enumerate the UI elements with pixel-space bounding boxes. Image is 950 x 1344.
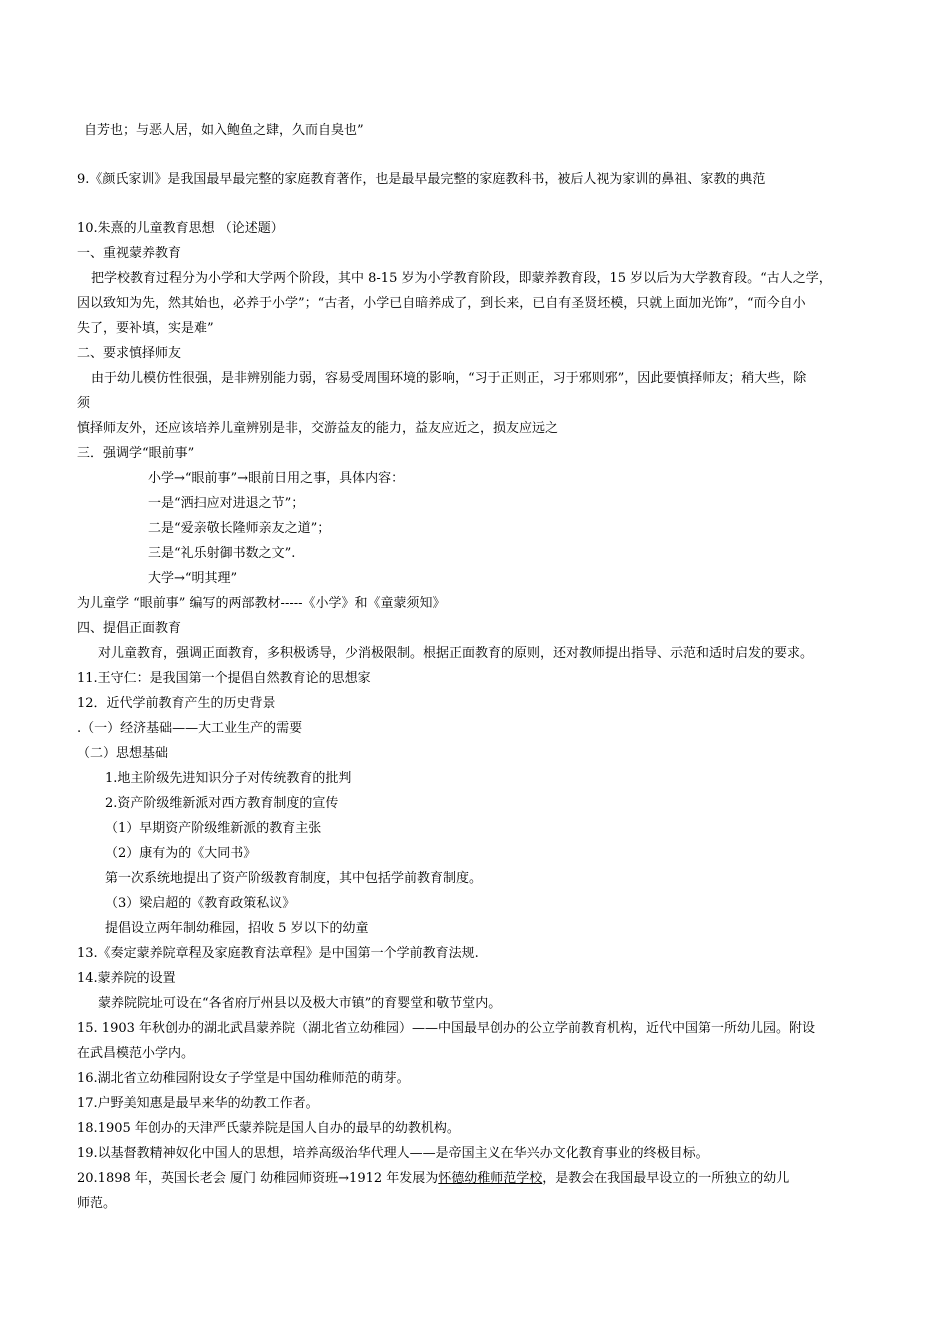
- text-line: （3）梁启超的《教育政策私议》: [105, 896, 296, 911]
- text-line: 在武昌模范小学内。: [77, 1046, 195, 1061]
- text-line: 19.以基督教精神奴化中国人的思想，培养高级治华代理人——是帝国主义在华兴办文化教育事业的终极目标。: [77, 1146, 709, 1161]
- text-line: 四、提倡正面教育: [77, 621, 182, 636]
- text-line: 为儿童学 “眼前事” 编写的两部教材-----《小学》和《童蒙须知》: [77, 596, 446, 611]
- item-20-text-a: 20.1898 年，英国长老会 厦门 幼稚园师资班→1912 年发展为: [77, 1171, 439, 1186]
- text-line: 提倡设立两年制幼稚园，招收 5 岁以下的幼童: [105, 921, 369, 936]
- text-line: 9.《颜氏家训》是我国最早最完整的家庭教育著作，也是最早最完整的家庭教科书，被后人视为家训的鼻祖、家教的典范: [77, 172, 766, 187]
- text-line: 2.资产阶级维新派对西方教育制度的宣传: [105, 796, 339, 811]
- text-line: 由于幼儿模仿性很强，是非辨别能力弱，容易受周围环境的影响，“习于正则正，习于邪则邪”，因此要慎择师友；稍大些，除: [91, 371, 807, 386]
- item-20-line: [77, 1171, 789, 1187]
- text-line: 17.户野美知惠是最早来华的幼教工作者。: [77, 1096, 319, 1111]
- text-line: 12．近代学前教育产生的历史背景: [77, 696, 276, 711]
- text-line: 18.1905 年创办的天津严氏蒙养院是国人自办的最早的幼教机构。: [77, 1121, 460, 1136]
- text-line: （1）早期资产阶级维新派的教育主张: [105, 821, 322, 836]
- text-line: 15. 1903 年秋创办的湖北武昌蒙养院（湖北省立幼稚园）——中国最早创办的公立学前教育机构，近代中国第一所幼儿园。附设: [77, 1021, 816, 1036]
- text-line: 对儿童教育，强调正面教育，多积极诱导，少消极限制。根据正面教育的原则，还对教师提出指导、示范和适时启发的要求。: [98, 646, 814, 661]
- text-line: 11.王守仁：是我国第一个提倡自然教育论的思想家: [77, 671, 371, 686]
- text-line: 10.朱熹的儿童教育思想 （论述题）: [77, 221, 284, 236]
- text-line: 三是“礼乐射御书数之文”.: [148, 546, 296, 561]
- text-line: 小学→“眼前事”→眼前日用之事，具体内容：: [148, 471, 405, 486]
- text-line: 大学→“明其理”: [148, 571, 238, 586]
- text-line: 14.蒙养院的设置: [77, 971, 176, 986]
- text-line: 自芳也；与恶人居，如入鲍鱼之肆，久而自臭也”: [84, 123, 364, 138]
- text-line: 把学校教育过程分为小学和大学两个阶段，其中 8-15 岁为小学教育阶段，即蒙养教育段，15 岁以后为大学教育段。“古人之学，: [91, 271, 832, 286]
- text-line: 三．强调学“眼前事”: [77, 446, 195, 461]
- school-name-underlined: 怀德幼稚师范学校: [438, 1171, 543, 1186]
- text-line: （2）康有为的《大同书》: [105, 846, 257, 861]
- text-line: .（一）经济基础——大工业生产的需要: [77, 721, 303, 736]
- text-line: 师范。: [77, 1196, 117, 1211]
- item-20-text-b: ，是教会在我国最早设立的一所独立的幼儿: [542, 1171, 790, 1186]
- text-line: 1.地主阶级先进知识分子对传统教育的批判: [105, 771, 352, 786]
- text-line: 蒙养院院址可设在“各省府厅州县以及极大市镇”的育婴堂和敬节堂内。: [98, 996, 502, 1011]
- text-line: 慎择师友外，还应该培养儿童辨别是非，交游益友的能力，益友应近之，损友应远之: [77, 421, 559, 436]
- text-line: 第一次系统地提出了资产阶级教育制度，其中包括学前教育制度。: [105, 871, 483, 886]
- text-line: 失了，要补填，实是难”: [77, 321, 214, 336]
- text-line: 16.湖北省立幼稚园附设女子学堂是中国幼稚师范的萌芽。: [77, 1071, 410, 1086]
- text-line: 二是“爱亲敬长隆师亲友之道”；: [148, 521, 331, 536]
- text-line: 二、要求慎择师友: [77, 346, 182, 361]
- text-line: 13.《奏定蒙养院章程及家庭教育法章程》是中国第一个学前教育法规.: [77, 946, 479, 961]
- text-line: 一、重视蒙养教育: [77, 246, 182, 261]
- text-line: 因以致知为先，然其始也，必养于小学”；“古者，小学已自暗养成了，到长来，已自有圣贤坯模，只就上面加光饰”，“而今自小: [77, 296, 806, 311]
- text-line: 一是“洒扫应对进退之节”；: [148, 496, 305, 511]
- text-line: （二）思想基础: [77, 746, 169, 761]
- text-line: 须: [77, 396, 91, 411]
